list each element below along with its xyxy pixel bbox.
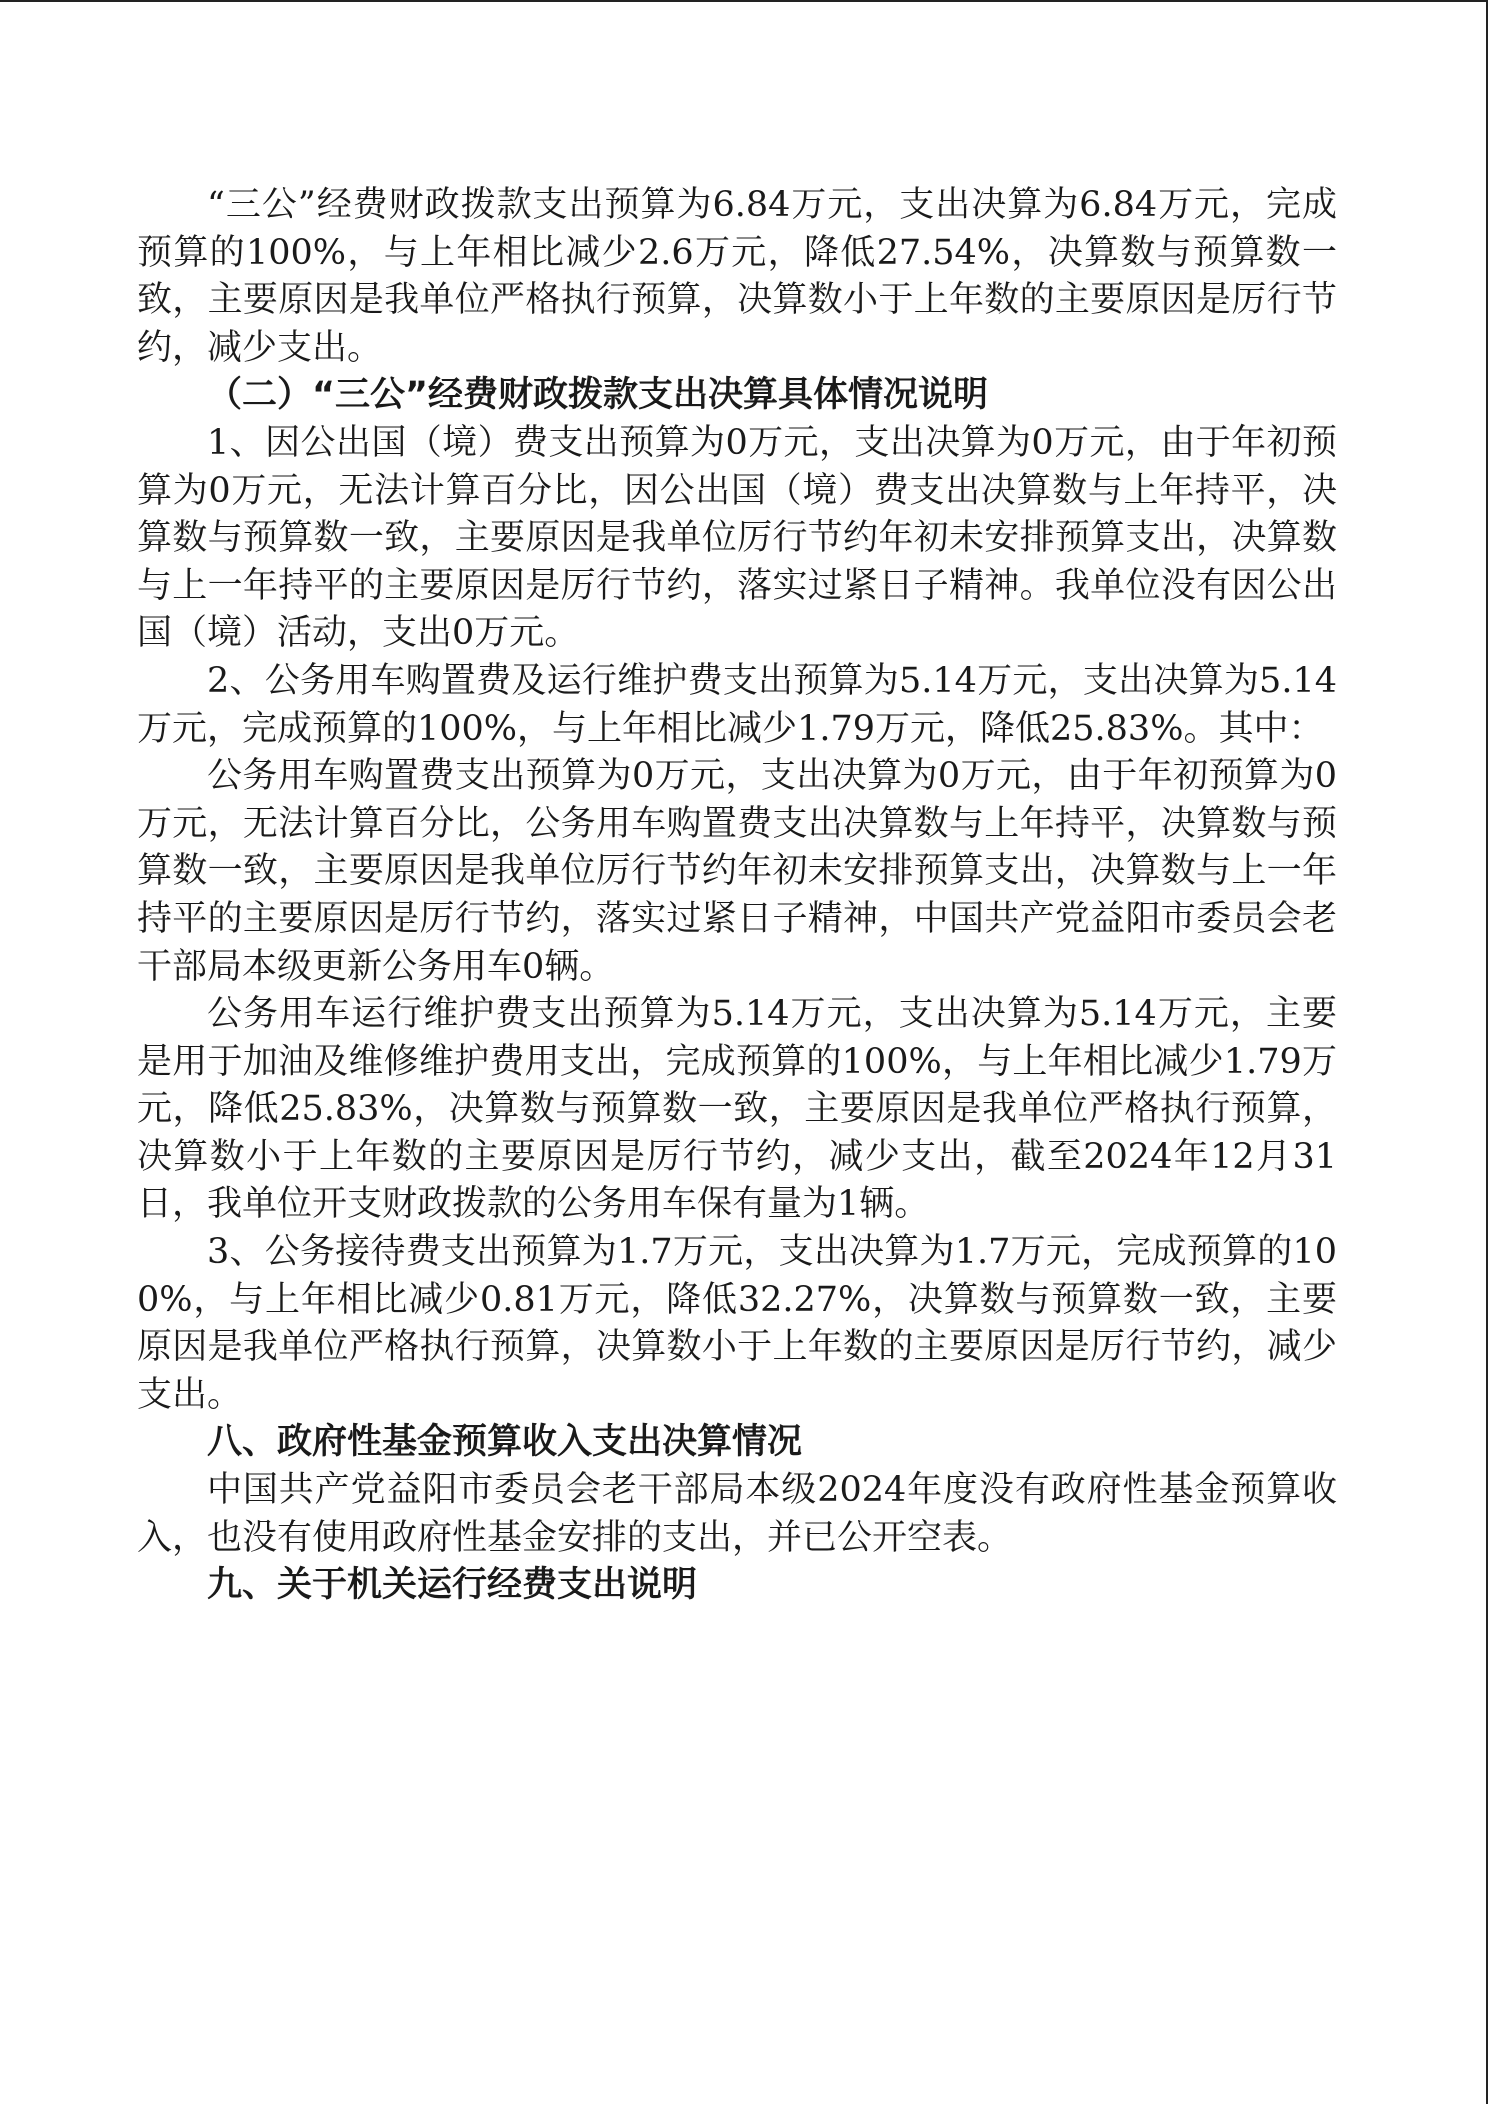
section-heading-operating-expenses: 九、关于机关运行经费支出说明 xyxy=(207,1565,698,1606)
paragraph-vehicle-purchase: 公务用车购置费支出预算为0万元，支出决算为0万元，由于年初预算为0万元，无法计算百分比，公务用车购置费支出决算数与上年持平，决算数与预算数一致，主要原因是我单位厉行节约年初未安排预算支出，决算数与上一年持平的主要原因是厉行节约，落实过紧日子精神，中国共产党益阳市委员会老干部局本级更新公务用车0辆。 xyxy=(137,756,1337,987)
paragraph-government-fund: 中国共产党益阳市委员会老干部局本级2024年度没有政府性基金预算收入，也没有使用政府性基金安排的支出，并已公开空表。 xyxy=(137,1470,1337,1558)
document-body xyxy=(137,182,1337,1610)
paragraph-reception-expenses: 3、公务接待费支出预算为1.7万元，支出决算为1.7万元，完成预算的100%，与上年相比减少0.81万元，降低32.27%，决算数与预算数一致，主要原因是我单位严格执行预算，决算数小于上年数的主要原因是厉行节约，减少支出。 xyxy=(137,1232,1337,1415)
paragraph-overseas-travel: 1、因公出国（境）费支出预算为0万元，支出决算为0万元，由于年初预算为0万元，无法计算百分比，因公出国（境）费支出决算数与上年持平，决算数与预算数一致，主要原因是我单位厉行节约年初未安排预算支出，决算数与上一年持平的主要原因是厉行节约，落实过紧日子精神。我单位没有因公出国（境）活动，支出0万元。 xyxy=(137,422,1337,654)
paragraph-vehicle-maintenance: 公务用车运行维护费支出预算为5.14万元，支出决算为5.14万元，主要是用于加油及维修维护费用支出，完成预算的100%，与上年相比减少1.79万元，降低25.83%，决算数与预算数一致，主要原因是我单位严格执行预算，决算数小于上年数的主要原因是厉行节约，减少支出，截至2024年12月31日，我单位开支财政拨款的公务用车保有量为1辆。 xyxy=(137,994,1337,1225)
paragraph-official-vehicles: 2、公务用车购置费及运行维护费支出预算为5.14万元，支出决算为5.14万元，完成预算的100%，与上年相比减少1.79万元，降低25.83%。其中： xyxy=(137,660,1337,749)
section-heading-sangong-details: （二）“三公”经费财政拨款支出决算具体情况说明 xyxy=(207,375,989,416)
section-heading-government-fund: 八、政府性基金预算收入支出决算情况 xyxy=(207,1422,803,1463)
paragraph-sangong-summary: “三公”经费财政拨款支出预算为6.84万元，支出决算为6.84万元，完成预算的100%，与上年相比减少2.6万元，降低27.54%，决算数与预算数一致，主要原因是我单位严格执行预算，决算数小于上年数的主要原因是厉行节约，减少支出。 xyxy=(137,185,1337,368)
